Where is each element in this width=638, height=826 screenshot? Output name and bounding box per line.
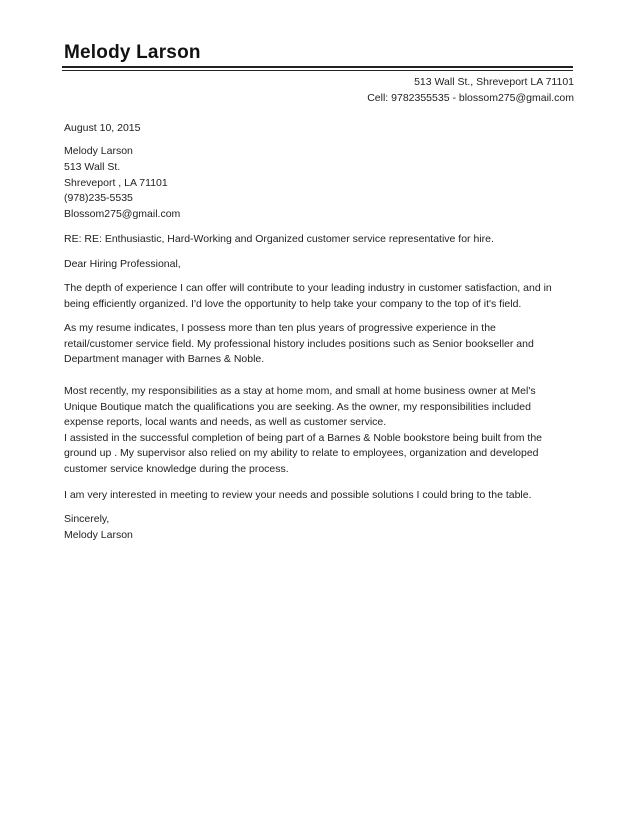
body-paragraph-1 (64, 281, 554, 312)
signature-name: Melody Larson (64, 529, 133, 541)
recipient-email: Blossom275@gmail.com (64, 208, 181, 220)
sender-address: 513 Wall St., Shreveport LA 71101 (414, 76, 574, 88)
body-paragraph-1-text: The depth of experience I can offer will contribute to your leading industry in customer satisfaction, and in being efficiently organized. I'd love the opportunity to help take your company to the top of it's field. (64, 282, 552, 310)
subject-line: RE: RE: Enthusiastic, Hard-Working and Organized customer service representative for hire. (64, 233, 494, 245)
body-paragraph-4 (64, 488, 554, 504)
body-paragraph-3a-text: Most recently, my responsibilities as a stay at home mom, and small at home business owner at Mel's Unique Boutique match the qualifications you are seeking. As the owner, my responsibilities included expense reports, local wants and needs, as well as customer service. (64, 385, 536, 428)
header-rule-thin (62, 70, 573, 71)
recipient-city: Shreveport , LA 71101 (64, 177, 168, 189)
header-rule-thick (62, 66, 573, 68)
salutation: Dear Hiring Professional, (64, 258, 181, 270)
body-paragraph-2 (64, 321, 554, 368)
body-paragraph-2-text: As my resume indicates, I possess more than ten plus years of progressive experience in the retail/customer service field. My professional history includes positions such as Senior bookseller and Department manager with Barnes & Noble. (64, 322, 534, 365)
recipient-phone: (978)235-5535 (64, 192, 133, 204)
letter-date: August 10, 2015 (64, 122, 141, 134)
sender-name-heading: Melody Larson (64, 42, 201, 63)
valediction: Sincerely, (64, 513, 110, 525)
recipient-street: 513 Wall St. (64, 161, 121, 173)
body-paragraph-4-text: I am very interested in meeting to review your needs and possible solutions I could bring to the table. (64, 489, 532, 501)
body-paragraph-3b-text: I assisted in the successful completion of being part of a Barnes & Noble bookstore being built from the ground up . My supervisor also relied on my ability to relate to employees, organization and developed customer service knowledge during the process. (64, 431, 543, 475)
recipient-name: Melody Larson (64, 145, 133, 157)
body-paragraph-3 (64, 384, 554, 477)
sender-contact: Cell: 9782355535 - blossom275@gmail.com (367, 92, 574, 104)
